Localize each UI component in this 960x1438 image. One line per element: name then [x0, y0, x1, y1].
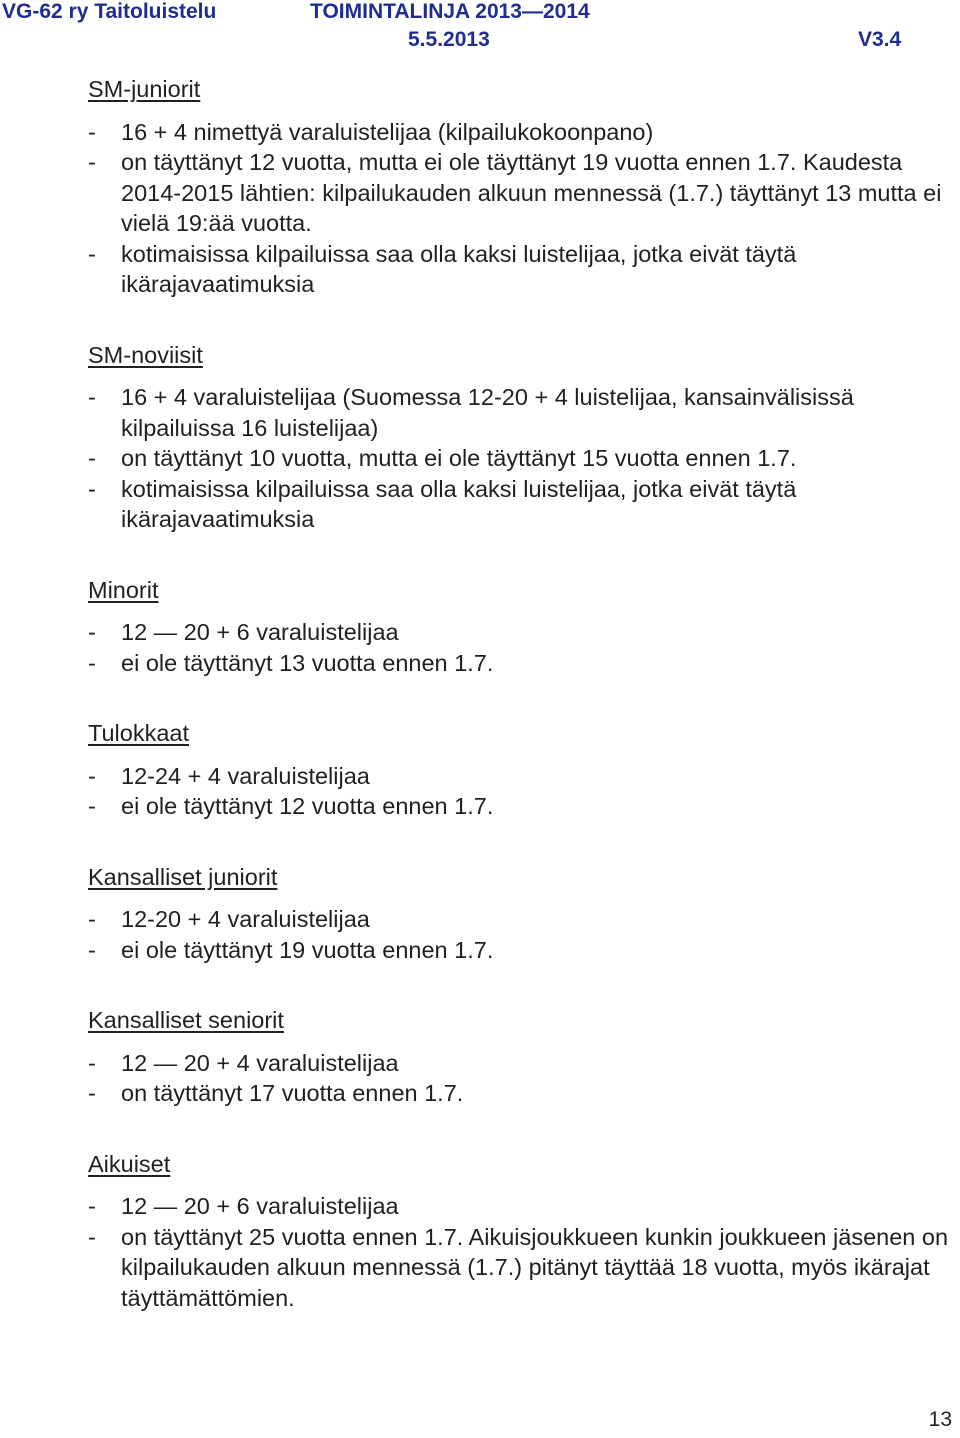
section: [88, 340, 948, 535]
list-item: [88, 1078, 948, 1109]
dash-bullet: -: [88, 1223, 96, 1250]
page-number: 13: [928, 1408, 952, 1431]
page-header: [0, 0, 960, 60]
list-item: [88, 239, 948, 300]
list-item-text: 12 — 20 + 4 varaluistelijaa: [121, 1049, 399, 1076]
dash-bullet: -: [88, 1080, 96, 1106]
list-item: [88, 1222, 948, 1314]
section-title: SM-juniorit: [88, 76, 201, 102]
section: [88, 718, 948, 822]
section-title: Kansalliset seniorit: [88, 1007, 284, 1033]
list-item: [88, 117, 948, 148]
list-item: [88, 382, 948, 443]
list-item-text: 12-20 + 4 varaluistelijaa: [121, 906, 370, 932]
dash-bullet: -: [88, 118, 96, 145]
dash-bullet: -: [88, 619, 96, 645]
list-item-text: 12 — 20 + 6 varaluistelijaa: [121, 1193, 399, 1219]
list-item-text: on täyttänyt 10 vuotta, mutta ei ole täyttänyt 15 vuotta ennen 1.7.: [121, 445, 797, 471]
requirements-list: [88, 1048, 948, 1109]
section-title: SM-noviisit: [88, 341, 203, 368]
dash-bullet: -: [88, 936, 96, 963]
requirements-list: [88, 617, 948, 678]
header-org: VG-62 ry Taitoluistelu: [2, 0, 217, 23]
list-item-text: on täyttänyt 12 vuotta, mutta ei ole täyttänyt 19 vuotta ennen 1.7. Kaudesta 2014-2015 lähtien: kilpailukauden alkuun mennessä (1.7.) täyttänyt 13 mutta ei vielä 19:ää vuotta.: [121, 149, 942, 236]
list-item: [88, 648, 948, 679]
list-item: [88, 791, 948, 822]
list-item: [88, 617, 948, 648]
list-item-text: ei ole täyttänyt 13 vuotta ennen 1.7.: [121, 649, 494, 676]
section-title: Tulokkaat: [88, 720, 190, 746]
list-item-text: on täyttänyt 25 vuotta ennen 1.7. Aikuisjoukkueen kunkin joukkueen jäsenen on kilpailukauden alkuun mennessä (1.7.) pitänyt täyttää 18 vuotta, myös ikärajat täyttämättömien.: [121, 1223, 949, 1311]
section: [88, 575, 948, 679]
dash-bullet: -: [88, 384, 96, 410]
dash-bullet: -: [88, 906, 96, 932]
list-item: [88, 474, 948, 535]
list-item-text: 16 + 4 nimettyä varaluistelijaa (kilpailukokoonpano): [121, 118, 654, 145]
dash-bullet: -: [88, 1193, 96, 1219]
requirements-list: [88, 1191, 948, 1313]
list-item: [88, 443, 948, 474]
dash-bullet: -: [88, 762, 96, 789]
requirements-list: [88, 904, 948, 965]
list-item: [88, 1048, 948, 1079]
dash-bullet: -: [88, 445, 96, 471]
requirements-list: [88, 117, 948, 300]
section-title: Minorit: [88, 576, 159, 603]
section: [88, 862, 948, 966]
list-item-text: on täyttänyt 17 vuotta ennen 1.7.: [121, 1080, 464, 1106]
document-body: [88, 74, 948, 1313]
list-item: [88, 1191, 948, 1222]
list-item-text: ei ole täyttänyt 12 vuotta ennen 1.7.: [121, 793, 494, 819]
dash-bullet: -: [88, 475, 96, 502]
requirements-list: [88, 382, 948, 535]
list-item-text: 12-24 + 4 varaluistelijaa: [121, 762, 370, 789]
dash-bullet: -: [88, 1049, 96, 1076]
list-item-text: 12 — 20 + 6 varaluistelijaa: [121, 619, 399, 645]
header-title: TOIMINTALINJA 2013—2014: [310, 0, 590, 23]
list-item-text: ei ole täyttänyt 19 vuotta ennen 1.7.: [121, 936, 494, 963]
section-title: Kansalliset juniorit: [88, 863, 278, 890]
list-item: [88, 761, 948, 792]
dash-bullet: -: [88, 793, 96, 819]
list-item-text: kotimaisissa kilpailuissa saa olla kaksi luistelijaa, jotka eivät täytä ikärajavaatimuksia: [121, 240, 797, 297]
section: [88, 1149, 948, 1314]
list-item: [88, 904, 948, 935]
list-item-text: 16 + 4 varaluistelijaa (Suomessa 12-20 + 4 luistelijaa, kansainvälisissä kilpailuissa 16 luistelijaa): [121, 384, 854, 441]
list-item: [88, 147, 948, 239]
header-date: 5.5.2013: [408, 28, 490, 51]
list-item: [88, 935, 948, 966]
dash-bullet: -: [88, 240, 96, 267]
requirements-list: [88, 761, 948, 822]
dash-bullet: -: [88, 649, 96, 676]
section-title: Aikuiset: [88, 1150, 171, 1177]
header-version: V3.4: [858, 28, 902, 51]
dash-bullet: -: [88, 149, 96, 175]
list-item-text: kotimaisissa kilpailuissa saa olla kaksi luistelijaa, jotka eivät täytä ikärajavaatimuksia: [121, 475, 797, 532]
section: [88, 74, 948, 300]
section: [88, 1005, 948, 1109]
